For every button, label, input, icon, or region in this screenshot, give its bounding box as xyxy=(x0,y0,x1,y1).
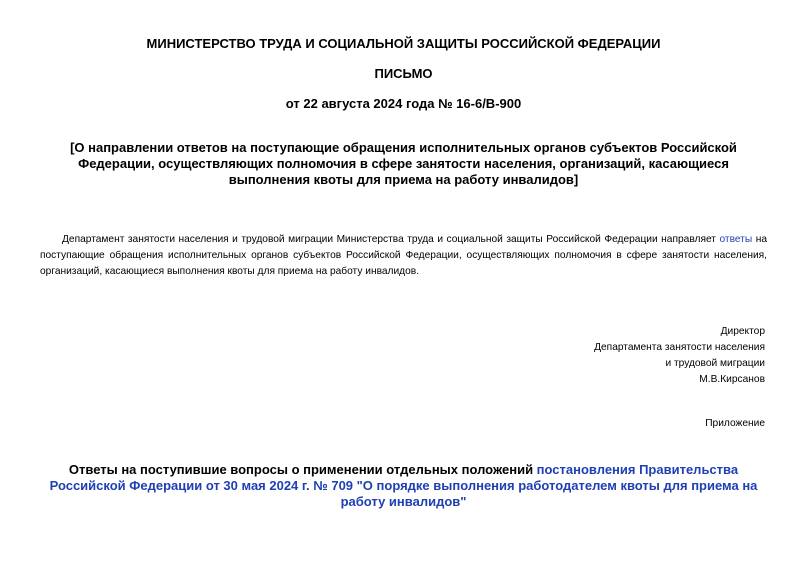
document-type: ПИСЬМО xyxy=(374,66,433,81)
appendix-title xyxy=(40,462,767,510)
body-text-before: Департамент занятости населения и трудовой миграции Министерства труда и социальной защиты Российской Федерации направляет xyxy=(62,234,720,245)
appendix-label: Приложение xyxy=(705,418,765,429)
signature-department-line2: и трудовой миграции xyxy=(665,358,765,369)
resolution-link[interactable]: постановления Правительства Российской Федерации от 30 мая 2024 г. № 709 "О порядке выполнения работодателем квоты для приема на работу инвалидов" xyxy=(49,462,758,509)
appendix-title-prefix: Ответы на поступившие вопросы о применении отдельных положений xyxy=(68,462,537,477)
ministry-heading: МИНИСТЕРСТВО ТРУДА И СОЦИАЛЬНОЙ ЗАЩИТЫ РОССИЙСКОЙ ФЕДЕРАЦИИ xyxy=(146,36,661,51)
answers-link[interactable]: ответы xyxy=(719,234,753,245)
signature-position: Директор xyxy=(720,326,765,337)
document-date-number: от 22 августа 2024 года № 16-6/В-900 xyxy=(285,96,522,111)
signature-department-line1: Департамента занятости населения xyxy=(594,342,765,353)
body-text-after: на поступающие обращения исполнительных органов субъектов Российской Федерации, осуществляющих полномочия в сфере занятости населения, организаций, касающиеся выполнения квоты для приема на работу инвалидов. xyxy=(40,234,767,277)
signature-name: М.В.Кирсанов xyxy=(699,374,765,385)
signature-block xyxy=(594,324,765,388)
body-paragraph xyxy=(40,232,767,280)
document-title: [О направлении ответов на поступающие обращения исполнительных органов субъектов Российской Федерации, осуществляющих полномочия в сфере занятости населения, организаций, касающиеся выполнения квоты для приема на работу инвалидов] xyxy=(70,140,737,187)
